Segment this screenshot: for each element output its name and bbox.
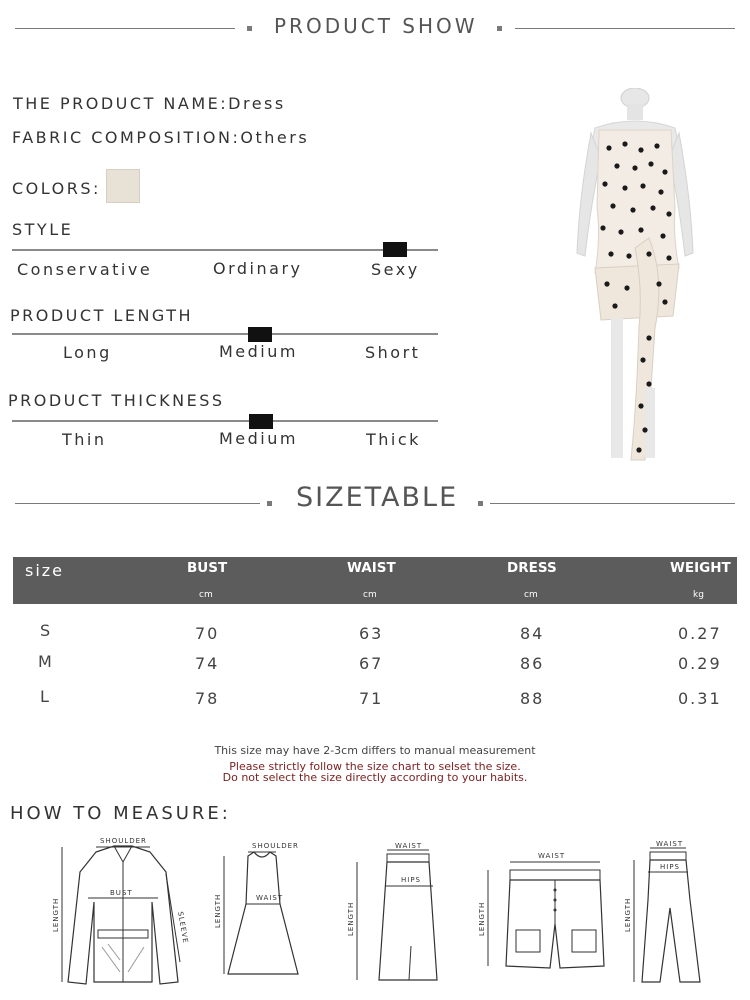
dress-cell: 86 xyxy=(520,654,545,673)
product-name: THE PRODUCT NAME:Dress xyxy=(13,94,286,113)
sizetable-rule-right xyxy=(490,503,735,504)
waist-cell: 67 xyxy=(359,654,384,673)
bust-cell: 70 xyxy=(195,624,220,643)
bust-column-header: BUST xyxy=(187,560,228,576)
jacket-shoulder-label: SHOULDER xyxy=(100,837,147,845)
product-photo xyxy=(555,88,715,468)
thickness-track xyxy=(12,420,438,422)
size-cell: M xyxy=(38,652,54,671)
page-title: PRODUCT SHOW xyxy=(274,14,478,38)
thickness-marker xyxy=(249,414,273,429)
dress-cell: 84 xyxy=(520,624,545,643)
bust-unit: cm xyxy=(199,590,213,600)
length-marker xyxy=(248,327,272,342)
bust-cell: 78 xyxy=(195,689,220,708)
skirt-measure-diagram xyxy=(345,842,445,987)
sizetable-title: SIZETABLE xyxy=(296,482,459,513)
dress-measure-diagram xyxy=(214,840,310,982)
jacket-bust-label: BUST xyxy=(110,889,133,897)
colors-label: COLORS: xyxy=(12,179,101,198)
sizetable-dot-left xyxy=(267,501,272,506)
length-option-short: Short xyxy=(365,343,421,362)
size-chart-warning: Please strictly follow the size chart to selset the size. xyxy=(229,760,521,773)
how-to-measure-title: HOW TO MEASURE: xyxy=(10,803,231,824)
thickness-title: PRODUCT THICKNESS xyxy=(8,391,225,410)
header-dot-left xyxy=(247,26,252,31)
dress-length-label: LENGTH xyxy=(214,893,222,928)
dress-cell: 88 xyxy=(520,689,545,708)
thickness-option-thick: Thick xyxy=(366,430,421,449)
shorts-measure-diagram xyxy=(476,848,606,974)
bust-cell: 74 xyxy=(195,654,220,673)
header-rule-right xyxy=(515,28,735,29)
weight-cell: 0.29 xyxy=(678,654,722,673)
style-option-conservative: Conservative xyxy=(17,260,153,279)
length-option-long: Long xyxy=(63,343,112,362)
weight-column-header: WEIGHT xyxy=(670,560,731,576)
thickness-option-medium: Medium xyxy=(219,429,298,448)
skirt-length-label: LENGTH xyxy=(347,901,355,936)
style-marker xyxy=(383,242,407,257)
waist-cell: 63 xyxy=(359,624,384,643)
waist-cell: 71 xyxy=(359,689,384,708)
weight-cell: 0.31 xyxy=(678,689,722,708)
dress-shoulder-label: SHOULDER xyxy=(252,842,299,850)
pants-measure-diagram xyxy=(624,840,704,988)
thickness-option-thin: Thin xyxy=(62,430,107,449)
pants-waist-label: WAIST xyxy=(656,840,684,848)
jacket-length-label: LENGTH xyxy=(52,897,60,932)
skirt-hips-label: HIPS xyxy=(401,876,421,884)
size-table-header xyxy=(13,557,737,604)
measurement-note: This size may have 2-3cm differs to manual measurement xyxy=(214,744,536,757)
fabric-composition: FABRIC COMPOSITION:Others xyxy=(12,128,310,147)
shorts-length-label: LENGTH xyxy=(478,901,486,936)
dress-unit: cm xyxy=(524,590,538,600)
sizetable-rule-left xyxy=(15,503,260,504)
skirt-waist-label: WAIST xyxy=(395,842,423,850)
style-title: STYLE xyxy=(12,220,74,239)
length-title: PRODUCT LENGTH xyxy=(10,306,194,325)
habit-warning: Do not select the size directly according to your habits. xyxy=(222,771,528,784)
style-option-ordinary: Ordinary xyxy=(213,259,303,278)
weight-cell: 0.27 xyxy=(678,624,722,643)
dress-waist-label: WAIST xyxy=(256,894,284,902)
length-option-medium: Medium xyxy=(219,342,298,361)
jacket-sleeve-label: SLEEVE xyxy=(176,910,190,945)
dress-column-header: DRESS xyxy=(507,560,557,576)
size-cell: L xyxy=(40,687,51,706)
size-cell: S xyxy=(40,621,53,640)
pants-length-label: LENGTH xyxy=(624,897,632,932)
style-track xyxy=(12,249,438,251)
pants-hips-label: HIPS xyxy=(660,863,680,871)
shorts-waist-label: WAIST xyxy=(538,852,566,860)
header-rule-left xyxy=(15,28,235,29)
sizetable-dot-right xyxy=(478,501,483,506)
length-track xyxy=(12,333,438,335)
jacket-measure-diagram xyxy=(48,832,198,994)
size-column-header: size xyxy=(25,561,65,580)
style-option-sexy: Sexy xyxy=(371,260,420,279)
color-swatch[interactable] xyxy=(106,169,140,203)
waist-unit: cm xyxy=(363,590,377,600)
waist-column-header: WAIST xyxy=(347,560,396,576)
header-dot-right xyxy=(497,26,502,31)
weight-unit: kg xyxy=(693,590,704,600)
